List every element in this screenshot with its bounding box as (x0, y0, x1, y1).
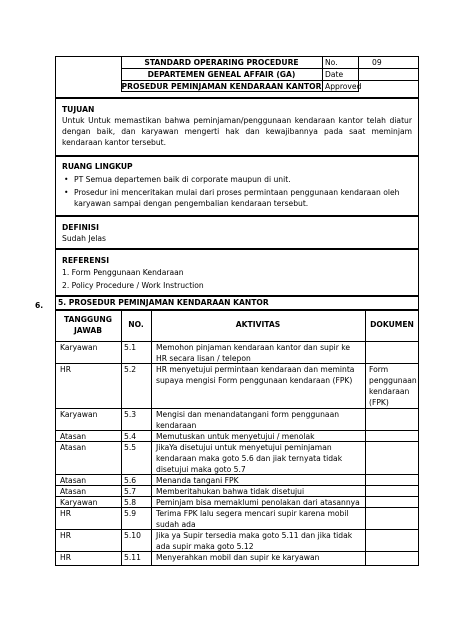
prosedur-heading: 5. PROSEDUR PEMINJAMAN KENDARAAN KANTOR (58, 298, 269, 307)
column-header: AKTIVITAS (235, 320, 281, 329)
cell-aktivitas: Memohon pinjaman kendaraan kantor dan supir ke HR secara lisan / telepon (156, 343, 351, 363)
cell-aktivitas: Menanda tangani FPK (156, 476, 239, 485)
table-column-rule (121, 310, 122, 565)
cell-no: 5.11 (124, 553, 141, 562)
approved-label: Approved (325, 82, 362, 91)
cell-no: 5.10 (124, 531, 141, 540)
procedure-table (55, 310, 419, 565)
referensi-item: 2. Policy Procedure / Work Instruction (62, 281, 204, 290)
cell-aktivitas: Menyerahkan mobil dan supir ke karyawan (156, 553, 320, 562)
sop-title: STANDARD OPERARING PROCEDURE (144, 58, 299, 67)
referensi-heading: REFERENSI (62, 256, 110, 265)
ruang-lingkup-item: • PT Semua departemen baik di corporate maupun di unit. (62, 174, 412, 185)
cell-aktivitas: JikaYa disetujui untuk menyetujui peminjaman kendaraan maka goto 5.6 dan jiak ternyata tidak disetujui maka goto 5.7 (156, 443, 343, 474)
column-header: TANGGUNG JAWAB (63, 315, 113, 335)
cell-tanggung-jawab: Karyawan (60, 410, 98, 419)
header-col-divider (322, 56, 323, 92)
cell-aktivitas: Memutuskan untuk menyetujui / menolak (156, 432, 315, 441)
cell-tanggung-jawab: Karyawan (60, 498, 98, 507)
table-rule (55, 565, 419, 566)
tujuan-text: Untuk Untuk memastikan bahwa peminjaman/penggunaan kendaraan kantor telah diatur dengan baik, dan karyawan mengerti hak dan kewajibannya pada saat meminjam kendaraan kantor tersebut. (62, 116, 412, 147)
cell-no: 5.9 (124, 509, 137, 518)
cell-no: 5.1 (124, 343, 137, 352)
cell-no: 5.3 (124, 410, 137, 419)
ruang-lingkup-heading: RUANG LINGKUP (62, 162, 133, 171)
cell-aktivitas: Terima FPK lalu segera mencari supir karena mobil sudah ada (156, 509, 349, 529)
table-column-rule (55, 310, 56, 565)
cell-tanggung-jawab: Atasan (60, 487, 87, 496)
cell-no: 5.4 (124, 432, 137, 441)
section-number: 6. (35, 301, 44, 310)
department-title: DEPARTEMEN GENEAL AFFAIR (GA) (147, 70, 296, 79)
ruang-lingkup-list (62, 174, 412, 211)
column-header: NO. (128, 320, 144, 329)
tujuan-heading: TUJUAN (62, 105, 95, 114)
cell-aktivitas: Memberitahukan bahwa tidak disetujui (156, 487, 305, 496)
cell-aktivitas: Mengisi dan menandatangani form penggunaan kendaraan (156, 410, 340, 430)
cell-aktivitas: HR menyetujui permintaan kendaraan dan meminta supaya mengisi Form penggunaan kendaraan (FPK) (156, 365, 355, 385)
cell-aktivitas: Peminjam bisa memaklumi penolakan dari atasannya (156, 498, 360, 507)
cell-tanggung-jawab: Atasan (60, 432, 87, 441)
table-column-rule (151, 310, 152, 565)
referensi-list (62, 267, 402, 293)
definisi-text: Sudah Jelas (62, 234, 106, 243)
column-header: DOKUMEN (370, 320, 414, 329)
definisi-heading: DEFINISI (62, 223, 99, 232)
no-label: No. (325, 58, 338, 67)
procedure-title: PROSEDUR PEMINJAMAN KENDARAAN KANTOR (121, 82, 322, 91)
cell-no: 5.2 (124, 365, 137, 374)
cell-no: 5.5 (124, 443, 137, 452)
referensi-item: 1. Form Penggunaan Kendaraan (62, 268, 184, 277)
header-row-divider-2 (121, 80, 419, 81)
table-column-rule (418, 310, 419, 565)
cell-dokumen: Form penggunaan kendaraan (FPK) (369, 365, 417, 407)
cell-tanggung-jawab: Atasan (60, 476, 87, 485)
table-column-rule (365, 310, 366, 565)
header-row-divider-1 (121, 68, 419, 69)
cell-tanggung-jawab: HR (60, 509, 71, 518)
cell-no: 5.8 (124, 498, 137, 507)
cell-no: 5.7 (124, 487, 137, 496)
cell-tanggung-jawab: Atasan (60, 443, 87, 452)
date-label: Date (325, 70, 344, 79)
cell-tanggung-jawab: HR (60, 553, 71, 562)
cell-aktivitas: Jika ya Supir tersedia maka goto 5.11 dan jika tidak ada supir maka goto 5.12 (156, 531, 353, 551)
cell-tanggung-jawab: HR (60, 365, 71, 374)
cell-tanggung-jawab: HR (60, 531, 71, 540)
cell-no: 5.6 (124, 476, 137, 485)
definisi-section (55, 216, 419, 249)
ruang-lingkup-item: • Prosedur ini menceritakan mulai dari proses permintaan penggunaan kendaraan oleh karyawan sampai dengan pengembalian kendaraan tersebut. (62, 187, 412, 209)
cell-tanggung-jawab: Karyawan (60, 343, 98, 352)
no-value: 09 (372, 58, 382, 67)
